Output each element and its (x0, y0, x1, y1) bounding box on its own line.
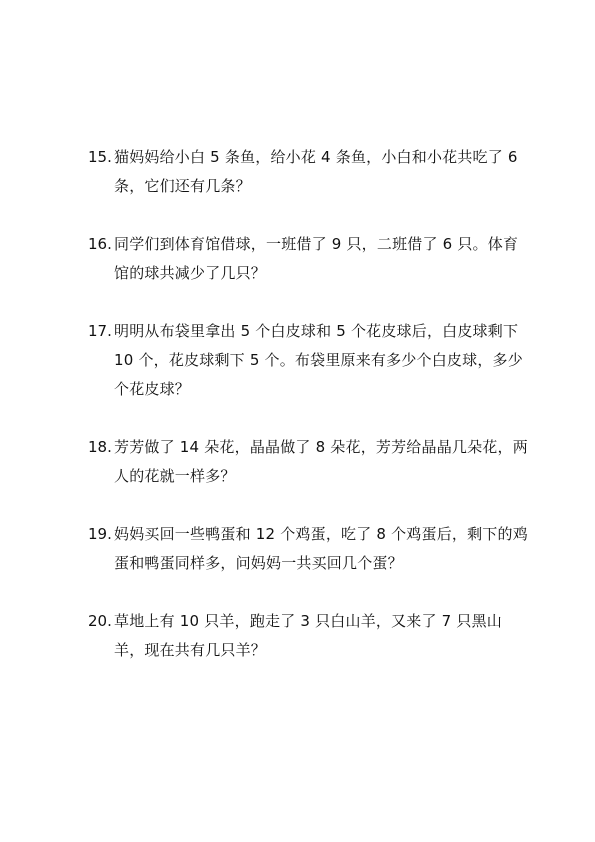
question-list (88, 143, 528, 665)
question-item (88, 230, 528, 288)
question-text: 芳芳做了 14 朵花，晶晶做了 8 朵花，芳芳给晶晶几朵花，两人的花就一样多？ (114, 438, 528, 485)
question-number: 19. (88, 525, 112, 543)
question-number: 18. (88, 438, 112, 456)
question-number: 20. (88, 612, 112, 630)
question-number: 16. (88, 235, 112, 253)
question-item (88, 607, 528, 665)
question-item (88, 143, 528, 201)
question-text: 明明从布袋里拿出 5 个白皮球和 5 个花皮球后，白皮球剩下 10 个，花皮球剩下 5 个。布袋里原来有多少个白皮球，多少个花皮球？ (114, 322, 523, 398)
question-number: 15. (88, 148, 112, 166)
question-item (88, 520, 528, 578)
question-item (88, 433, 528, 491)
question-text: 猫妈妈给小白 5 条鱼，给小花 4 条鱼，小白和小花共吃了 6 条，它们还有几条？ (114, 148, 518, 195)
question-text: 同学们到体育馆借球，一班借了 9 只，二班借了 6 只。体育馆的球共减少了几只？ (114, 235, 519, 282)
question-text: 草地上有 10 只羊，跑走了 3 只白山羊，又来了 7 只黑山羊，现在共有几只羊？ (114, 612, 502, 659)
question-item (88, 317, 528, 404)
question-number: 17. (88, 322, 112, 340)
question-text: 妈妈买回一些鸭蛋和 12 个鸡蛋，吃了 8 个鸡蛋后，剩下的鸡蛋和鸭蛋同样多，问妈妈一共买回几个蛋？ (114, 525, 528, 572)
